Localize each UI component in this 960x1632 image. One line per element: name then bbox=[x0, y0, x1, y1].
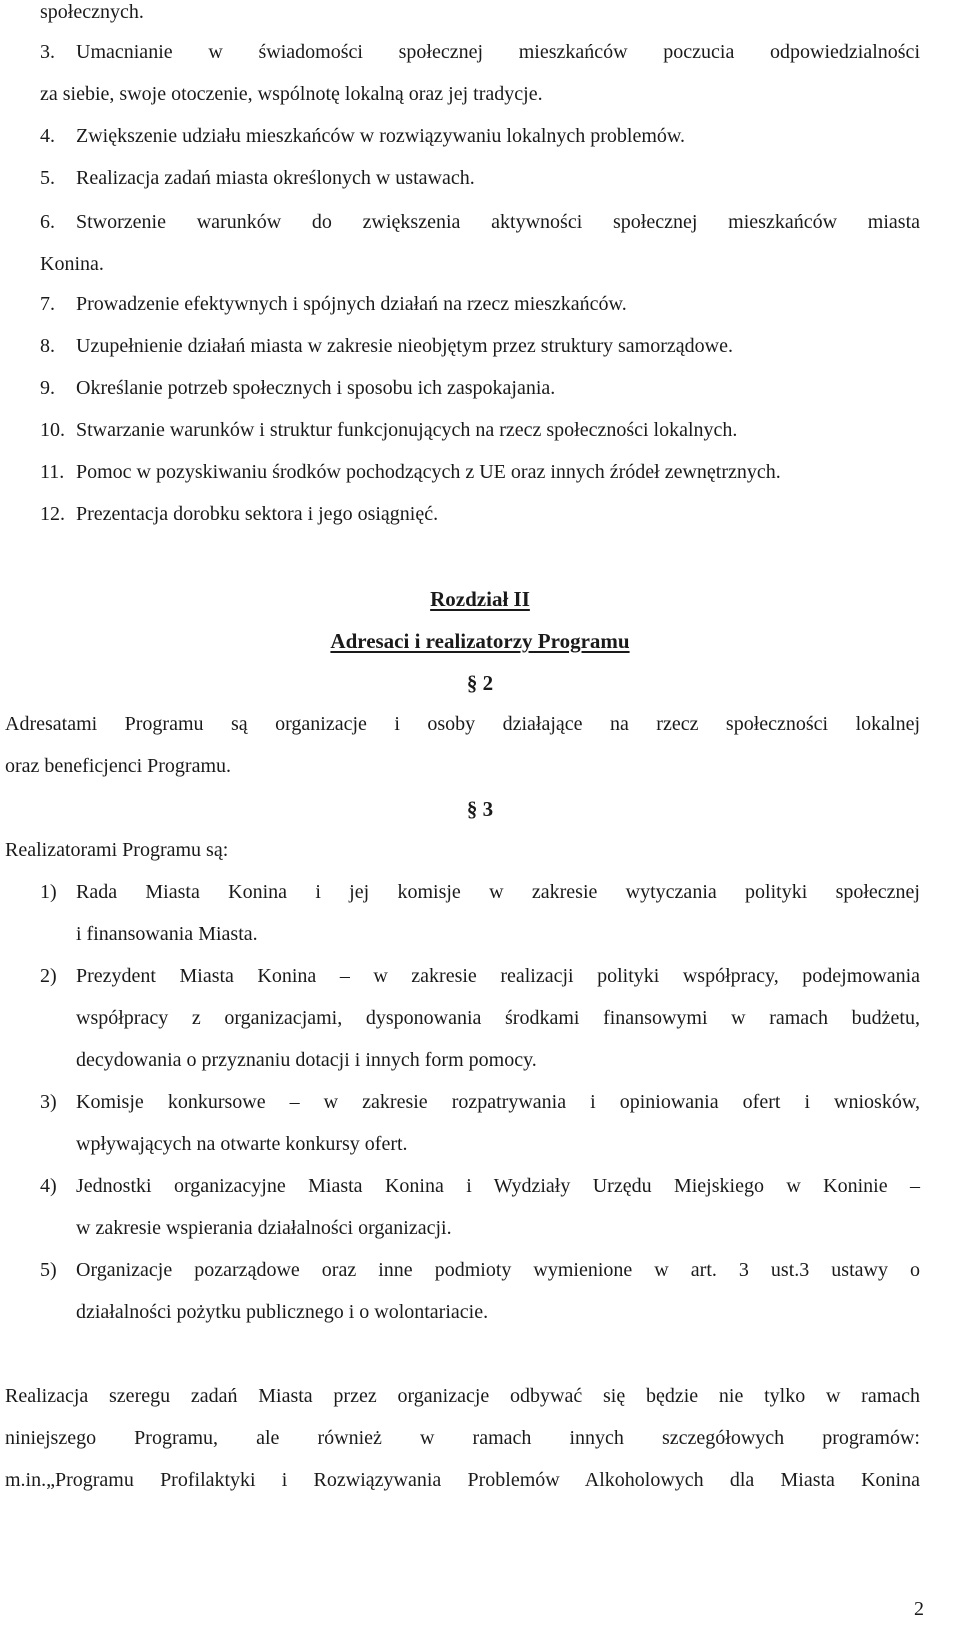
list-item-number: 8. bbox=[40, 335, 55, 357]
list-item-number: 11. bbox=[40, 461, 65, 483]
list-item-text: Realizacja zadań miasta określonych w ustawach. bbox=[76, 167, 475, 189]
list-item-text: Jednostki organizacyjne Miasta Konina i Wydziały Urzędu Miejskiego w Koninie – bbox=[76, 1175, 920, 1197]
list-item-number: 2) bbox=[40, 965, 57, 987]
list-item-text: działalności pożytku publicznego i o wolontariacie. bbox=[76, 1301, 489, 1323]
paragraph-line: niniejszego Programu, ale również w ramach innych szczegółowych programów: bbox=[5, 1427, 920, 1449]
list-item-text: Prowadzenie efektywnych i spójnych działań na rzecz mieszkańców. bbox=[76, 293, 627, 315]
list-item-text: Rada Miasta Konina i jej komisje w zakresie wytyczania polityki społecznej bbox=[76, 881, 920, 903]
list-item-text: i finansowania Miasta. bbox=[76, 923, 258, 945]
list-item-text: Prezentacja dorobku sektora i jego osiągnięć. bbox=[76, 503, 439, 525]
list-item-number: 1) bbox=[40, 881, 57, 903]
list-item-text: Stwarzanie warunków i struktur funkcjonujących na rzecz społeczności lokalnych. bbox=[76, 419, 738, 441]
list-item-text: Konina. bbox=[40, 253, 104, 275]
paragraph-line: Realizacja szeregu zadań Miasta przez organizacje odbywać się będzie nie tylko w ramach bbox=[5, 1385, 920, 1407]
list-item-number: 5) bbox=[40, 1259, 57, 1281]
chapter-title: Rozdział II bbox=[430, 587, 530, 611]
list-item-text: wpływających na otwarte konkursy ofert. bbox=[76, 1133, 408, 1155]
list-item-number: 12. bbox=[40, 503, 65, 525]
paragraph-line: Adresatami Programu są organizacje i osoby działające na rzecz społeczności lokalnej bbox=[5, 713, 920, 735]
list-item-number: 7. bbox=[40, 293, 55, 315]
list-item-text: w zakresie wspierania działalności organizacji. bbox=[76, 1217, 452, 1239]
list-item-number: 6. bbox=[40, 211, 55, 233]
list-item-text: współpracy z organizacjami, dysponowania środkami finansowymi w ramach budżetu, bbox=[76, 1007, 920, 1029]
list-item-text: Określanie potrzeb społecznych i sposobu ich zaspokajania. bbox=[76, 377, 556, 399]
list-item-text: Zwiększenie udziału mieszkańców w rozwiązywaniu lokalnych problemów. bbox=[76, 125, 686, 147]
list-item-number: 4. bbox=[40, 125, 55, 147]
paragraph-line: oraz beneficjenci Programu. bbox=[5, 755, 232, 777]
paragraph-line: Realizatorami Programu są: bbox=[5, 839, 229, 861]
list-item-text: Komisje konkursowe – w zakresie rozpatrywania i opiniowania ofert i wniosków, bbox=[76, 1091, 920, 1113]
section-mark: § 2 bbox=[466, 671, 494, 695]
list-item-number: 3) bbox=[40, 1091, 57, 1113]
list-continuation: społecznych. bbox=[40, 1, 144, 23]
page-number: 2 bbox=[914, 1598, 924, 1620]
list-item-text: Umacnianie w świadomości społecznej mieszkańców poczucia odpowiedzialności bbox=[76, 41, 920, 63]
list-item-text: Prezydent Miasta Konina – w zakresie realizacji polityki współpracy, podejmowania bbox=[76, 965, 920, 987]
list-item-text: za siebie, swoje otoczenie, wspólnotę lokalną oraz jej tradycje. bbox=[40, 83, 543, 105]
list-item-number: 10. bbox=[40, 419, 65, 441]
list-item-number: 4) bbox=[40, 1175, 57, 1197]
chapter-subtitle: Adresaci i realizatorzy Programu bbox=[330, 629, 630, 653]
list-item-text: Pomoc w pozyskiwaniu środków pochodzących z UE oraz innych źródeł zewnętrznych. bbox=[76, 461, 781, 483]
list-item-number: 3. bbox=[40, 41, 55, 63]
list-item-text: decydowania o przyznaniu dotacji i innych form pomocy. bbox=[76, 1049, 537, 1071]
list-item-text: Stworzenie warunków do zwiększenia aktywności społecznej mieszkańców miasta bbox=[76, 211, 920, 233]
section-mark: § 3 bbox=[466, 797, 494, 821]
list-item-number: 9. bbox=[40, 377, 55, 399]
list-item-text: Organizacje pozarządowe oraz inne podmioty wymienione w art. 3 ust.3 ustawy o bbox=[76, 1259, 920, 1281]
list-item-number: 5. bbox=[40, 167, 55, 189]
list-item-text: Uzupełnienie działań miasta w zakresie nieobjętym przez struktury samorządowe. bbox=[76, 335, 733, 357]
paragraph-line: m.in.„Programu Profilaktyki i Rozwiązywania Problemów Alkoholowych dla Miasta Konina bbox=[5, 1469, 920, 1491]
